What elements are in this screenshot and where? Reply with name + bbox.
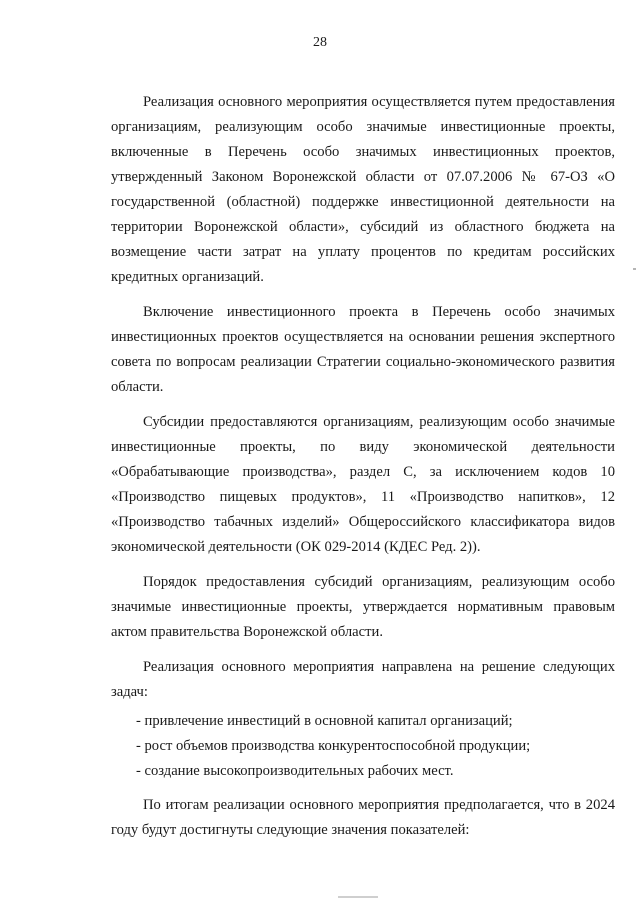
paragraph-results: По итогам реализации основного мероприятия предполагается, что в 2024 году будут достигнуты следующие значения показателей: — [111, 797, 615, 838]
scan-edge-mark — [338, 896, 378, 898]
list-item: - рост объемов производства конкурентоспособной продукции; — [136, 738, 531, 754]
page-number: 28 — [313, 35, 327, 50]
paragraph-procedure: Порядок предоставления субсидий организациям, реализующим особо значимые инвестиционные проекты, утверждается нормативным правовым актом правительства Воронежской области. — [111, 574, 615, 640]
paragraph-tasks-intro: Реализация основного мероприятия направлена на решение следующих задач: — [111, 659, 615, 700]
paragraph-implementation: Реализация основного мероприятия осуществляется путем предоставления организациям, реализующим особо значимые инвестиционные проекты, включенные в Перечень особо значимых инвестиционных проектов, утвержденный Законом Воронежской области от 07.07.2006 № 67-ОЗ «О государственной (областной) поддержке инвестиционной деятельности на территории Воронежской области», субсидий из областного бюджета на возмещение части затрат на уплату процентов по кредитам российских кредитных организаций. — [111, 94, 615, 285]
scan-mark — [633, 268, 636, 270]
list-item: - привлечение инвестиций в основной капитал организаций; — [136, 713, 513, 729]
paragraph-inclusion: Включение инвестиционного проекта в Перечень особо значимых инвестиционных проектов осуществляется на основании решения экспертного совета по вопросам реализации Стратегии социально-экономического развития области. — [111, 304, 615, 395]
document-body — [111, 90, 615, 853]
paragraph-subsidies: Субсидии предоставляются организациям, реализующим особо значимые инвестиционные проекты, по виду экономической деятельности «Обрабатывающие производства», раздел С, за исключением кодов 10 «Производство пищевых продуктов», 11 «Производство напитков», 12 «Производство табачных изделий» Общероссийского классификатора видов экономической деятельности (ОК 029-2014 (КДЕС Ред. 2)). — [111, 414, 615, 555]
list-item: - создание высокопроизводительных рабочих мест. — [136, 763, 454, 779]
tasks-list — [111, 709, 615, 784]
